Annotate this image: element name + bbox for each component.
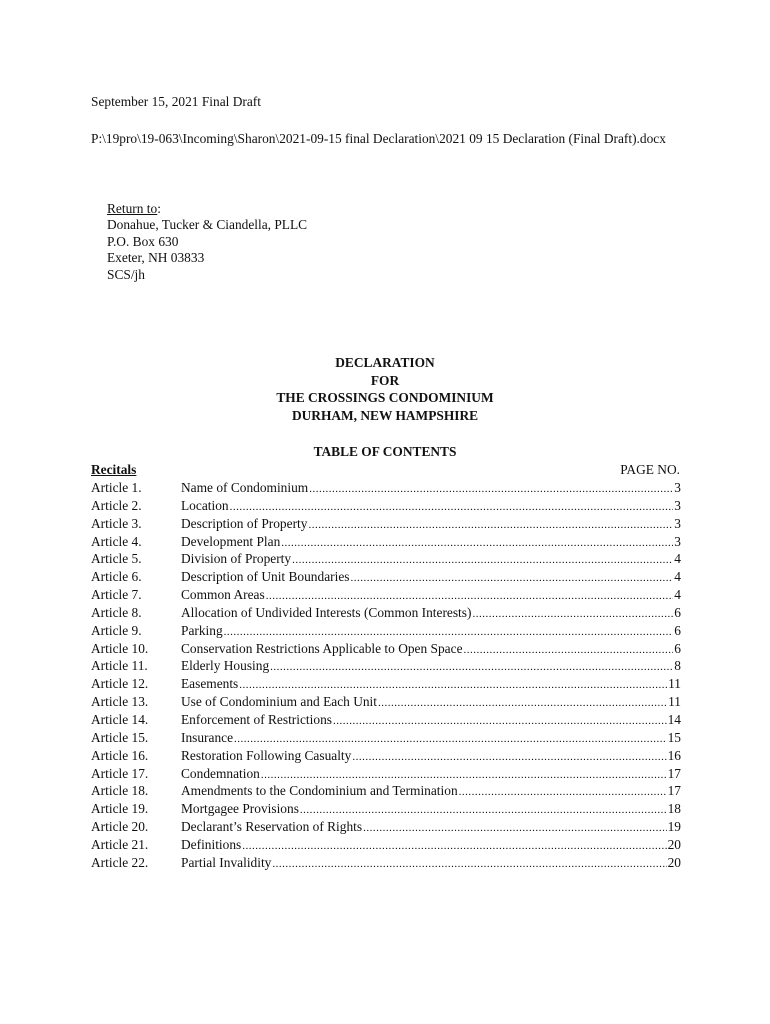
toc-article-title: Insurance (181, 729, 234, 745)
toc-article-number: Article 8. (91, 604, 142, 620)
toc-article-title: Common Areas (181, 587, 265, 603)
toc-article-number: Article 14. (91, 711, 149, 727)
toc-article-number: Article 2. (91, 497, 142, 513)
return-address-firm: Donahue, Tucker & Ciandella, PLLC (107, 217, 308, 233)
toc-article-number: Article 16. (91, 747, 149, 763)
toc-dot-leader (292, 554, 673, 566)
toc-dot-leader (239, 679, 667, 691)
toc-dot-leader (234, 733, 667, 745)
toc-page-number: 6 (674, 622, 681, 638)
toc-article-title: Condemnation (181, 765, 260, 781)
toc-page-number: 6 (674, 604, 681, 620)
toc-page-number: 4 (674, 587, 681, 603)
toc-article-title: Easements (181, 676, 239, 692)
toc-page-number: 17 (667, 765, 681, 781)
toc-entry (91, 819, 681, 837)
toc-entry (91, 855, 681, 873)
toc-article-number: Article 12. (91, 676, 149, 692)
toc-article-number: Article 19. (91, 801, 149, 817)
toc-entry (91, 605, 681, 623)
toc-dot-leader (309, 483, 673, 495)
toc-article-number: Article 4. (91, 533, 142, 549)
toc-dot-leader (378, 697, 667, 709)
toc-article-number: Article 6. (91, 569, 142, 585)
toc-article-number: Article 13. (91, 694, 149, 710)
page-no-label: PAGE NO. (620, 462, 680, 477)
toc-entry (91, 587, 681, 605)
toc-heading: TABLE OF CONTENTS (313, 444, 457, 459)
toc-dot-leader (300, 804, 667, 816)
toc-dot-leader (472, 608, 673, 620)
toc-page-number: 20 (667, 854, 681, 870)
recitals-label: Recitals (91, 462, 137, 477)
toc-entry (91, 801, 681, 819)
toc-page-number: 18 (667, 801, 681, 817)
toc-dot-leader (270, 661, 673, 673)
title-line-declaration: DECLARATION (335, 355, 435, 370)
toc-list (91, 480, 681, 873)
toc-article-number: Article 7. (91, 587, 142, 603)
toc-dot-leader (281, 537, 673, 549)
toc-page-number: 4 (674, 569, 681, 585)
return-address-city: Exeter, NH 03833 (107, 250, 205, 266)
toc-dot-leader (230, 501, 674, 513)
toc-article-title: Enforcement of Restrictions (181, 711, 332, 727)
toc-dot-leader (266, 590, 674, 602)
toc-article-title: Mortgagee Provisions (181, 801, 299, 817)
toc-article-title: Amendments to the Condominium and Termination (181, 783, 458, 799)
return-to-colon: : (157, 201, 161, 216)
toc-entry (91, 748, 681, 766)
toc-article-title: Description of Property (181, 515, 308, 531)
toc-dot-leader (459, 786, 667, 798)
toc-article-title: Parking (181, 622, 223, 638)
file-path-line: P:\19pro\19-063\Incoming\Sharon\2021-09-15 final Declaration\2021 09 15 Declaration (Final Draft).docx (91, 131, 666, 146)
toc-article-number: Article 5. (91, 551, 142, 567)
toc-entry (91, 837, 681, 855)
toc-article-title: Name of Condominium (181, 480, 309, 495)
toc-page-number: 3 (674, 497, 681, 513)
toc-page-number: 6 (674, 640, 681, 656)
toc-dot-leader (333, 715, 667, 727)
toc-entry (91, 623, 681, 641)
toc-dot-leader (464, 644, 674, 656)
toc-article-title: Restoration Following Casualty (181, 747, 352, 763)
toc-article-number: Article 18. (91, 783, 149, 799)
toc-entry (91, 516, 681, 534)
toc-article-number: Article 22. (91, 854, 149, 870)
toc-article-title: Development Plan (181, 533, 281, 549)
toc-entry (91, 641, 681, 659)
return-address-box: P.O. Box 630 (107, 233, 179, 249)
draft-date-line: September 15, 2021 Final Draft (91, 94, 261, 109)
toc-page-number: 3 (674, 533, 681, 549)
toc-article-title: Partial Invalidity (181, 854, 272, 870)
toc-dot-leader (308, 519, 673, 531)
toc-page-number: 3 (674, 480, 681, 495)
toc-page-number: 19 (667, 819, 681, 835)
toc-article-number: Article 20. (91, 819, 149, 835)
toc-article-title: Conservation Restrictions Applicable to Open Space (181, 640, 463, 656)
toc-entry (91, 783, 681, 801)
toc-page-number: 11 (668, 694, 681, 710)
toc-dot-leader (352, 751, 666, 763)
toc-entry (91, 569, 681, 587)
toc-dot-leader (224, 626, 674, 638)
toc-article-title: Declarant’s Reservation of Rights (181, 819, 363, 835)
toc-article-number: Article 3. (91, 515, 142, 531)
toc-article-number: Article 10. (91, 640, 149, 656)
toc-article-number: Article 1. (91, 480, 142, 495)
toc-page-number: 15 (667, 729, 681, 745)
toc-article-title: Description of Unit Boundaries (181, 569, 350, 585)
toc-page-number: 16 (667, 747, 681, 763)
toc-entry (91, 694, 681, 712)
toc-page-number: 17 (667, 783, 681, 799)
return-to-block (107, 201, 307, 283)
toc-dot-leader (261, 769, 667, 781)
toc-dot-leader (350, 572, 673, 584)
toc-page-number: 11 (668, 676, 681, 692)
toc-dot-leader (363, 822, 667, 834)
toc-entry (91, 676, 681, 694)
toc-page-number: 14 (667, 711, 681, 727)
toc-entry (91, 658, 681, 676)
title-line-for: FOR (370, 372, 400, 388)
toc-entry (91, 551, 681, 569)
toc-article-title: Elderly Housing (181, 658, 270, 674)
toc-page-number: 8 (674, 658, 681, 674)
toc-dot-leader (242, 840, 666, 852)
document-title (0, 354, 770, 424)
return-initials: SCS/jh (107, 266, 145, 282)
title-line-condominium: THE CROSSINGS CONDOMINIUM (276, 390, 494, 405)
toc-article-number: Article 9. (91, 622, 142, 638)
toc-article-title: Definitions (181, 836, 242, 852)
return-to-heading (107, 201, 307, 217)
toc-page-number: 4 (674, 551, 681, 567)
toc-entry (91, 730, 681, 748)
toc-article-title: Use of Condominium and Each Unit (181, 694, 377, 710)
toc-article-number: Article 15. (91, 729, 149, 745)
toc-page-number: 20 (667, 836, 681, 852)
toc-article-number: Article 11. (91, 658, 148, 674)
toc-entry (91, 534, 681, 552)
toc-page-number: 3 (674, 515, 681, 531)
toc-entry (91, 766, 681, 784)
toc-article-title: Location (181, 497, 229, 513)
toc-article-number: Article 17. (91, 765, 149, 781)
toc-entry (91, 480, 681, 498)
toc-article-number: Article 21. (91, 836, 149, 852)
toc-article-title: Allocation of Undivided Interests (Common Interests) (181, 604, 472, 620)
toc-article-title: Division of Property (181, 551, 292, 567)
toc-entry (91, 712, 681, 730)
return-to-label: Return to (107, 201, 158, 216)
toc-dot-leader (272, 858, 666, 870)
toc-entry (91, 498, 681, 516)
title-line-location: DURHAM, NEW HAMPSHIRE (291, 407, 479, 423)
